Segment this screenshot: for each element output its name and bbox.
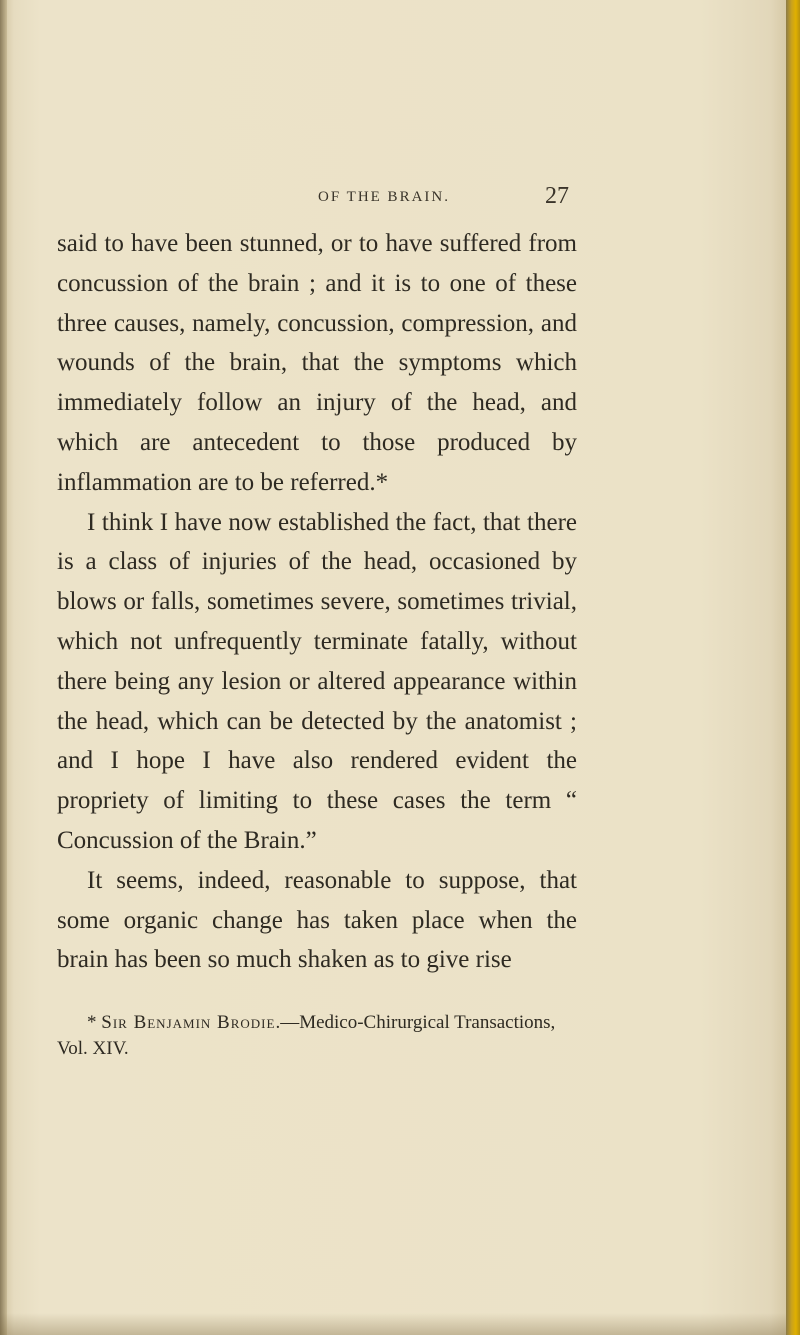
page-number: 27 [545,183,569,209]
footnote [57,1010,577,1062]
page-header [0,185,800,215]
page-bottom-shadow [0,1313,786,1335]
running-head: OF THE BRAIN. [318,189,450,205]
footnote-author: Sir Benjamin Brodie [101,1012,276,1033]
footnote-citation: .—Medico-Chirurgical Transactions, Vol. XIV. [57,1012,556,1059]
paragraph-3: It seems, indeed, reasonable to suppose, that some organic change has taken place when the brain has been so much shaken as to give rise [57,866,577,974]
footnote-marker: * [87,1012,97,1033]
paragraph-2: I think I have now established the fact, that there is a class of injuries of the head, occasioned by blows or falls, sometimes severe, sometimes trivial, which not unfrequently terminate fatally, without there being any lesion or altered appearance within the head, which can be detected by the anatomist ; and I hope I have also rendered evident the propriety of limiting to these cases the term “ Concussion of the Brain.” [57,508,577,854]
body-text [57,224,577,980]
paragraph-1: said to have been stunned, or to have suffered from concussion of the brain ; and it is to one of these three causes, namely, concussion, compression, and wounds of the brain, that the symptoms which immediately follow an injury of the head, and which are antecedent to those produced by inflammation are to be referred.* [57,230,577,496]
